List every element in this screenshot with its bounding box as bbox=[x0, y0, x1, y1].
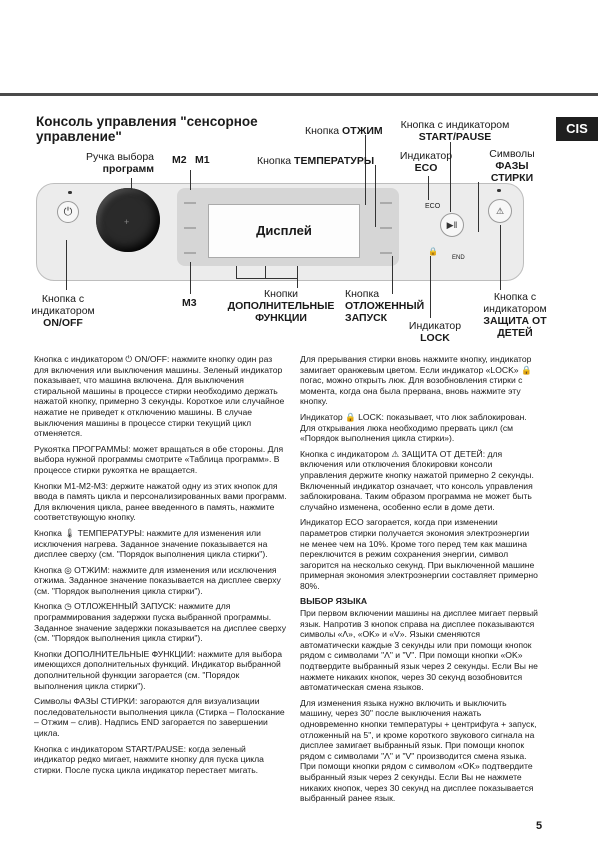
knob-mark-icon: + bbox=[124, 217, 130, 227]
callout-line bbox=[375, 165, 376, 227]
onoff-label-line3: ON/OFF bbox=[43, 317, 83, 329]
onoff-label-line2: индикатором bbox=[31, 305, 95, 317]
paragraph-language-first: При первом включении машины на дисплее мигает первый язык. Напротив 3 кнопок справа на дисплее показываются символы «Λ», «OK» и «V». Языки сменяются автоматически каждые 3 секунды или при помощи кнопок рядом с символами "Λ" и "V". При помощи кнопки «OK» подтвердите выбранный язык через 2 секунды. Если Вы не нажмете никаких кнопок, через 30 секунд возобновится автоматическая смена языков. bbox=[300, 608, 538, 693]
spin-label-name: ОТЖИМ bbox=[342, 125, 383, 137]
delay-label-line2: ОТЛОЖЕННЫЙ bbox=[345, 300, 425, 312]
temp-label-prefix: Кнопка bbox=[257, 155, 295, 167]
display: Дисплей bbox=[208, 204, 360, 258]
callout-line bbox=[236, 278, 298, 279]
onoff-label bbox=[28, 293, 98, 329]
lock-label-line2: LOCK bbox=[420, 332, 450, 344]
callout-line bbox=[430, 256, 431, 318]
temperature-button[interactable] bbox=[380, 227, 392, 229]
m1-label: M1 bbox=[195, 154, 210, 166]
startpause-label-line1: Кнопка с индикатором bbox=[400, 119, 510, 131]
child-lock-button[interactable]: ⚠ bbox=[488, 199, 512, 223]
page-number: 5 bbox=[536, 820, 543, 832]
lock-indicator-icon: 🔒 bbox=[428, 247, 438, 256]
paragraph-memory: Кнопки M1-M2-M3: держите нажатой одну из этих кнопок для ввода в память цикла и персонализированных вами программ. Для включения цикла, ранее введенного в память, нажмите соответствующую кнопку. bbox=[34, 480, 287, 523]
knob-label-line1: Ручка выбора bbox=[86, 151, 154, 163]
callout-line bbox=[236, 266, 237, 278]
temp-label-name: ТЕМПЕРАТУРЫ bbox=[294, 155, 375, 167]
paragraph-options: Кнопки ДОПОЛНИТЕЛЬНЫЕ ФУНКЦИИ: нажмите для выбора имеющихся дополнительных функций. Индикатор выбранной дополнительной функции загорается (см. "Порядок выполнения цикла стирки"). bbox=[34, 648, 282, 691]
options-label bbox=[220, 288, 342, 324]
top-rule bbox=[0, 93, 598, 96]
onoff-label-line1: Кнопка с bbox=[41, 293, 85, 305]
page-title: Консоль управления "сенсорное управление" bbox=[36, 114, 258, 144]
m2-label: M2 bbox=[172, 154, 187, 166]
child-label-line4: ДЕТЕЙ bbox=[497, 327, 533, 339]
phases-label bbox=[472, 148, 552, 184]
callout-line bbox=[131, 178, 132, 190]
callout-line bbox=[190, 170, 191, 190]
paragraph-delay: Кнопка ◷ ОТЛОЖЕННЫЙ ЗАПУСК: нажмите для программирования задержки пуска выбранной программы. Заданное значение задержки показывается на дисплее сверху (см. "Порядок выполнения цикла стирки"). bbox=[34, 601, 287, 644]
child-lock-led-icon bbox=[497, 189, 501, 192]
language-heading: ВЫБОР ЯЗЫКА bbox=[300, 596, 368, 607]
paragraph-phases: Символы ФАЗЫ СТИРКИ: загораются для визуализации последовательности выполнения цикла (Стирка – Полоскание – Отжим – слив). Надпись END загорается по завершении цикла. bbox=[34, 696, 285, 738]
paragraph-eco: Индикатор ECO загорается, когда при изменении параметров стирки получается экономия электроэнергии не менее чем на 10%. Кроме того перед тем как машина переключится в режим сохранения энергии, символ загорится на несколько секунд. При выключенной машине примерная экономия электроэнергии составляет примерно 80%. bbox=[300, 517, 538, 591]
right-column bbox=[300, 354, 540, 809]
callout-line bbox=[297, 266, 298, 288]
knob-label bbox=[36, 151, 154, 175]
paragraph-temperature: Кнопка 🌡 ТЕМПЕРАТУРЫ: нажмите для изменения или исключения нагрева. Заданное значение показывается на дисплее сверху (см. "Порядок выполнения цикла стирки"). bbox=[34, 527, 268, 560]
options-label-line3: ФУНКЦИИ bbox=[255, 312, 307, 324]
phases-label-line2: ФАЗЫ bbox=[495, 160, 529, 172]
spin-label bbox=[305, 125, 383, 137]
eco-indicator-icon: ECO bbox=[425, 203, 441, 210]
child-label-line3: ЗАЩИТА ОТ bbox=[483, 315, 547, 327]
child-label-line1: Кнопка с bbox=[493, 291, 537, 303]
eco-label-line2: ECO bbox=[414, 162, 438, 174]
callout-line bbox=[190, 262, 191, 294]
delay-label bbox=[345, 288, 424, 324]
paragraph-programs: Рукоятка ПРОГРАММЫ: может вращаться в обе стороны. Для выбора нужной программы смотрите «Таблица программ». В процессе стирки рукоятка не вращается. bbox=[34, 443, 284, 475]
paragraph-child-lock: Кнопка с индикатором ⚠ ЗАЩИТА ОТ ДЕТЕЙ: для включения или отключения блокировки консоли управления держите кнопку нажатой примерно 2 секунды. Включенный индикатор означает, что консоль управления заблокирована. Таким образом программа не может быть случайно изменена, особенно если в доме дети. bbox=[300, 448, 534, 512]
child-label-line2: индикатором bbox=[483, 303, 547, 315]
delay-label-line3: ЗАПУСК bbox=[345, 312, 388, 324]
region-tab: CIS bbox=[556, 117, 598, 141]
callout-line bbox=[265, 266, 266, 278]
temp-label bbox=[257, 155, 374, 167]
paragraph-language-change: Для изменения языка нужно включить и выключить машину, через 30" после выключения нажать одновременно кнопки температуры + центрифуга + запуск, отложенный на 5", и кроме короткого звукового сигнала на дисплее замигает выбранный язык. При помощи кнопок рядом с символами "Λ" и "V" производится смена языка. При помощи кнопки рядом с символом «OK» подтвердите выбранный язык через 2 секунды. Если Вы не нажмете никаких кнопок, через 30 секунд на дисплее показывается выбранный ранее язык. bbox=[300, 697, 537, 804]
delay-label-line1: Кнопка bbox=[345, 288, 380, 300]
m3-label: M3 bbox=[182, 297, 197, 309]
paragraph-startpause: Кнопка с индикатором START/PAUSE: когда зеленый индикатор редко мигает, нажмите кнопку для пуска цикла стирки. После пуска цикла индикатор перестает мигать. bbox=[34, 743, 264, 775]
callout-line bbox=[478, 182, 479, 232]
knob-label-line2: программ bbox=[102, 163, 154, 175]
callout-line bbox=[428, 176, 429, 200]
callout-line bbox=[500, 225, 501, 290]
options-label-line1: Кнопки bbox=[264, 288, 298, 300]
lock-label-line1: Индикатор bbox=[408, 320, 462, 332]
delay-start-button[interactable] bbox=[380, 252, 392, 254]
memory-button-m3[interactable] bbox=[184, 252, 196, 254]
start-pause-button[interactable]: ▶‖ bbox=[440, 213, 464, 237]
memory-button-m2[interactable] bbox=[184, 202, 196, 204]
callout-line bbox=[66, 240, 67, 290]
paragraph-spin: Кнопка ◎ ОТЖИМ: нажмите для изменения или исключения отжима. Заданное значение показывается на дисплее сверху (см. "Порядок выполнения цикла стирки"). bbox=[34, 564, 281, 596]
paragraph-pause: Для прерывания стирки вновь нажмите кнопку, индикатор замигает оранжевым цветом. Если индикатор «LOCK» 🔒 погас, можно открыть люк. Для возобновления стирки с момента, когда она была прервана, вновь нажмите эту кнопку. bbox=[300, 354, 532, 407]
eco-label bbox=[386, 150, 466, 174]
phases-label-line1: Символы bbox=[489, 148, 535, 160]
startpause-label bbox=[395, 119, 515, 143]
left-column bbox=[34, 354, 288, 780]
options-label-line2: ДОПОЛНИТЕЛЬНЫЕ bbox=[227, 300, 335, 312]
end-symbol: END bbox=[452, 255, 465, 261]
paragraph-lock: Индикатор 🔒 LOCK: показывает, что люк заблокирован. Для открывания люка необходимо прервать цикл (см «Порядок выполнения цикла стирки»). bbox=[300, 411, 527, 444]
child-label bbox=[470, 291, 560, 339]
phases-label-line3: СТИРКИ bbox=[490, 172, 534, 184]
onoff-led-icon bbox=[68, 191, 72, 194]
callout-line bbox=[365, 135, 366, 205]
spin-button[interactable] bbox=[380, 202, 392, 204]
memory-button-m1[interactable] bbox=[184, 227, 196, 229]
eco-label-line1: Индикатор bbox=[399, 150, 453, 162]
spin-label-prefix: Кнопка bbox=[305, 125, 343, 137]
paragraph-onoff: Кнопка с индикатором ⏻ ON/OFF: нажмите кнопку один раз для включения или выключения машины. Зеленый индикатор показывает, что машина включена. Для выключения стиральной машины в процессе стирки необходимо держать нажатой кнопку, примерно 3 секунды. Короткое или случайное нажатие не приведет к отключению машины. В случае выключения машины в процессе стирки текущий цикл отменяется. bbox=[34, 354, 285, 439]
lock-label bbox=[398, 320, 472, 344]
onoff-button[interactable]: ⏻ bbox=[57, 201, 79, 223]
startpause-label-line2: START/PAUSE bbox=[418, 131, 492, 143]
